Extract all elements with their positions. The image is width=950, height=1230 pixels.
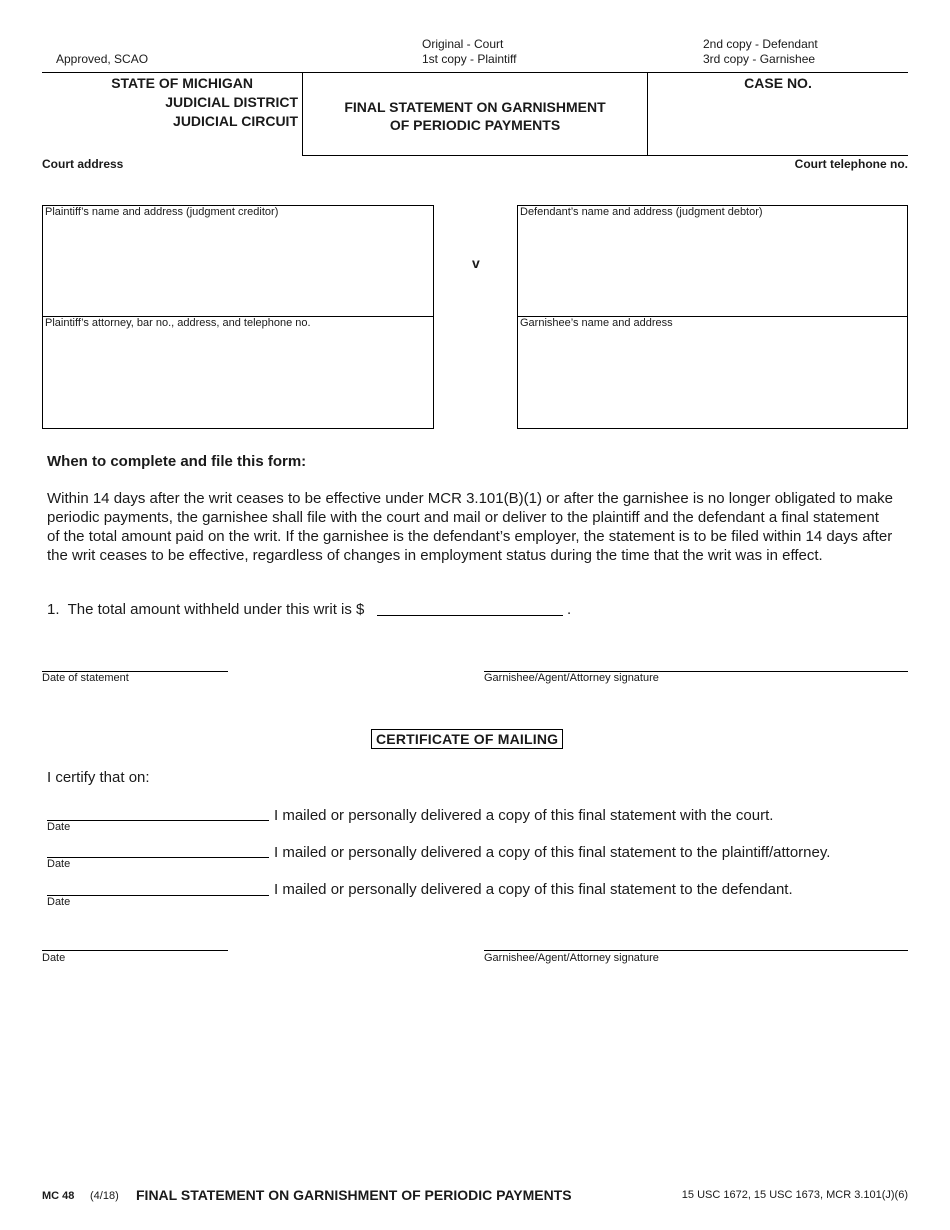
versus-label: v <box>472 255 480 271</box>
certificate-signature-label: Garnishee/Agent/Attorney signature <box>484 952 659 964</box>
mailing-plaintiff-text: I mailed or personally delivered a copy of this final statement to the plaintiff/attorney. <box>274 844 831 861</box>
instructions-line-1: Within 14 days after the writ ceases to be effective under MCR 3.101(B)(1) or after the garnishee is no longer obligated to make <box>47 490 893 507</box>
defendant-name-label: Defendant’s name and address (judgment debtor) <box>520 206 763 218</box>
certificate-date-line[interactable] <box>42 950 228 951</box>
court-address-label: Court address <box>42 157 124 171</box>
case-no-field[interactable] <box>655 95 900 151</box>
footer-citation: 15 USC 1672, 15 USC 1673, MCR 3.101(J)(6) <box>681 1189 908 1201</box>
form-title-line-2: OF PERIODIC PAYMENTS <box>389 117 561 133</box>
footer-title: FINAL STATEMENT ON GARNISHMENT OF PERIODIC PAYMENTS <box>136 1187 572 1203</box>
judicial-circuit: JUDICIAL CIRCUIT <box>173 113 298 129</box>
mailing-date-plaintiff-label: Date <box>47 858 71 870</box>
case-no-label: CASE NO. <box>744 75 812 91</box>
caption-title-bottom-rule <box>302 155 648 156</box>
plaintiff-name-label: Plaintiff’s name and address (judgment creditor) <box>45 206 279 218</box>
defendant-name-field[interactable] <box>521 222 904 312</box>
court-telephone-label: Court telephone no. <box>794 157 908 171</box>
mailing-date-plaintiff-line[interactable] <box>47 857 269 858</box>
mailing-court-text: I mailed or personally delivered a copy of this final statement with the court. <box>274 807 774 824</box>
date-of-statement-label: Date of statement <box>42 672 129 684</box>
certificate-signature-line[interactable] <box>484 950 908 951</box>
instructions-body <box>47 489 909 565</box>
header-top-rule <box>42 72 908 73</box>
garnishee-name-field[interactable] <box>521 333 904 425</box>
distribution-copy-1: 1st copy - Plaintiff <box>422 52 517 66</box>
statement-signature-label: Garnishee/Agent/Attorney signature <box>484 672 659 684</box>
instructions-heading: When to complete and file this form: <box>47 453 307 470</box>
distribution-original: Original - Court <box>422 37 504 51</box>
mailing-defendant-text: I mailed or personally delivered a copy of this final statement to the defendant. <box>274 881 793 898</box>
plaintiff-attorney-field[interactable] <box>46 333 430 425</box>
certificate-title: CERTIFICATE OF MAILING <box>371 729 563 749</box>
instructions-line-2: periodic payments, the garnishee shall file with the court and mail or deliver to the plaintiff and the defendant a final statement <box>47 509 879 526</box>
distribution-copy-3: 3rd copy - Garnishee <box>703 52 816 66</box>
mailing-date-court-line[interactable] <box>47 820 269 821</box>
footer-revision: (4/18) <box>90 1190 119 1202</box>
form-title-line-1: FINAL STATEMENT ON GARNISHMENT <box>344 99 606 115</box>
item-1-period: . <box>567 601 572 618</box>
plaintiff-name-field[interactable] <box>46 222 430 312</box>
distribution-copy-2: 2nd copy - Defendant <box>703 37 818 51</box>
instructions-line-3: of the total amount paid on the writ. If the garnishee is the defendant’s employer, the statement is to be filed within 14 days after <box>47 528 893 545</box>
garnishee-name-label: Garnishee’s name and address <box>520 317 673 329</box>
mailing-date-court-label: Date <box>47 821 71 833</box>
mailing-date-defendant-line[interactable] <box>47 895 269 896</box>
footer-form-number: MC 48 <box>42 1190 75 1202</box>
instructions-line-4: the writ ceases to be effective, regardless of changes in employment status during the time that the writ was in effect. <box>47 547 823 564</box>
case-no-bottom-rule <box>647 155 908 156</box>
approval-note: Approved, SCAO <box>56 52 149 66</box>
mailing-date-defendant-label: Date <box>47 896 71 908</box>
total-amount-withheld-field[interactable] <box>377 600 563 616</box>
judicial-district: JUDICIAL DISTRICT <box>165 94 298 110</box>
state-name: STATE OF MICHIGAN <box>111 75 253 91</box>
item-1-text: 1. The total amount withheld under this writ is $ <box>47 601 365 618</box>
form-title <box>303 98 647 134</box>
plaintiff-attorney-label: Plaintiff’s attorney, bar no., address, and telephone no. <box>45 317 311 329</box>
certificate-intro: I certify that on: <box>47 769 150 786</box>
certificate-date-label: Date <box>42 952 66 964</box>
